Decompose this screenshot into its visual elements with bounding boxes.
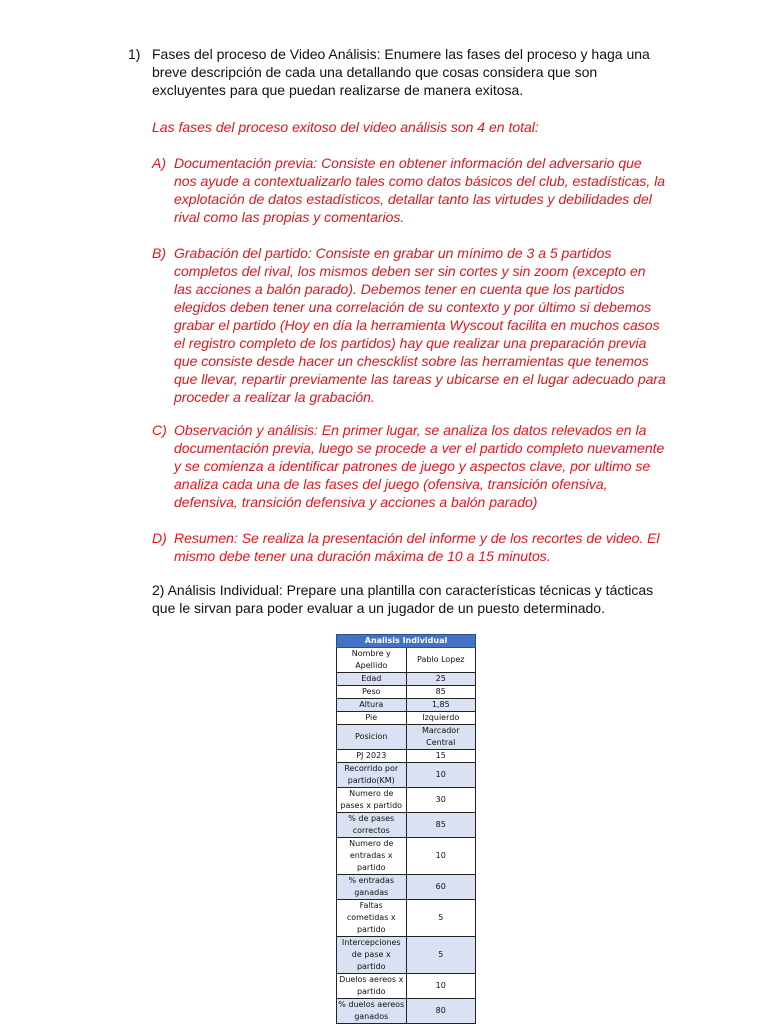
table-row	[337, 838, 476, 875]
table-row	[337, 937, 476, 974]
row-label: PJ 2023	[337, 750, 407, 763]
row-label: % de pases correctos	[337, 813, 407, 838]
row-label: Numero de entradas x partido	[337, 838, 407, 875]
row-label: Peso	[337, 686, 407, 699]
table-row	[337, 750, 476, 763]
phase-letter: A)	[152, 155, 166, 171]
table-row	[337, 763, 476, 788]
question-1	[128, 45, 658, 99]
row-label: Duelos aereos x partido	[337, 974, 407, 999]
table-row	[337, 699, 476, 712]
row-value: Izquierdo	[406, 712, 476, 725]
table-row	[337, 999, 476, 1024]
row-label: % duelos aereos ganados	[337, 999, 407, 1024]
individual-analysis-table	[336, 634, 476, 1024]
row-value: 5	[406, 937, 476, 974]
phase-text: Resumen: Se realiza la presentación del informe y de los recortes de video. El mismo debe tener una duración máxima de 10 a 15 minutos.	[174, 530, 660, 564]
table-row	[337, 648, 476, 673]
row-label: Altura	[337, 699, 407, 712]
phase-d	[152, 529, 667, 565]
row-value: 5	[406, 900, 476, 937]
row-label: Recorrido por partido(KM)	[337, 763, 407, 788]
question-1-number: 1)	[128, 46, 141, 62]
row-label: Numero de pases x partido	[337, 788, 407, 813]
row-value: 60	[406, 875, 476, 900]
row-value: 15	[406, 750, 476, 763]
table-row	[337, 788, 476, 813]
row-value: Marcador Central	[406, 725, 476, 750]
table-row	[337, 725, 476, 750]
question-1-text: Fases del proceso de Video Análisis: Enumere las fases del proceso y haga una breve descripción de cada una detallando que cosas considera que son excluyentes para que puedan realizarse de manera exitosa.	[152, 46, 650, 98]
row-value: 10	[406, 763, 476, 788]
row-value: 25	[406, 673, 476, 686]
phase-letter: B)	[152, 245, 166, 261]
row-label: Pie	[337, 712, 407, 725]
row-value: Pablo Lopez	[406, 648, 476, 673]
row-label: Nombre y Apellido	[337, 648, 407, 673]
phase-a	[152, 154, 667, 226]
phase-letter: D)	[152, 530, 167, 546]
row-label: Intercepciones de pase x partido	[337, 937, 407, 974]
table-row	[337, 974, 476, 999]
row-value: 10	[406, 974, 476, 999]
phase-letter: C)	[152, 422, 167, 438]
table-row	[337, 900, 476, 937]
phase-text: Grabación del partido: Consiste en grabar un mínimo de 3 a 5 partidos completos del rival, los mismos deben ser sin cortes y sin zoom (excepto en las acciones a balón parado). Debemos tener en cuenta que los partidos elegidos deben tener una correlación de su contexto y por último si debemos grabar el partido (Hoy en día la herramienta Wyscout facilita en muchos casos el registro completo de los partidos) hay que realizar una preparación previa que consiste desde hacer un chescklist sobre las herramientas que tenemos que llevar, repartir previamente las tareas y ubicarse en el lugar adecuado para proceder a realizar la grabación.	[174, 245, 666, 405]
table-row	[337, 813, 476, 838]
table-row	[337, 673, 476, 686]
table-title: Analisis Individual	[337, 635, 476, 648]
row-label: Edad	[337, 673, 407, 686]
table-row	[337, 712, 476, 725]
row-value: 30	[406, 788, 476, 813]
phase-b	[152, 244, 667, 406]
row-label: Faltas cometidas x partido	[337, 900, 407, 937]
row-value: 80	[406, 999, 476, 1024]
phase-text: Documentación previa: Consiste en obtener información del adversario que nos ayude a contextualizarlo tales como datos básicos del club, estadísticas, la explotación de datos estadísticos, detallar tanto las virtudes y debilidades del rival como las propias y comentarios.	[174, 155, 666, 225]
row-value: 85	[406, 813, 476, 838]
row-value: 10	[406, 838, 476, 875]
phase-text: Observación y análisis: En primer lugar, se analiza los datos relevados en la documentación previa, luego se procede a ver el partido completo nuevamente y se comienza a identificar patrones de juego y aspectos clave, por ultimo se analiza cada una de las fases del juego (ofensiva, transición ofensiva, defensiva, transición defensiva y acciones a balón parado)	[174, 422, 665, 510]
phase-c	[152, 421, 667, 511]
row-value: 85	[406, 686, 476, 699]
row-label: Posicion	[337, 725, 407, 750]
table-row	[337, 686, 476, 699]
answer-intro: Las fases del proceso exitoso del video análisis son 4 en total:	[152, 119, 539, 135]
row-value: 1,85	[406, 699, 476, 712]
row-label: % entradas ganadas	[337, 875, 407, 900]
table-row	[337, 875, 476, 900]
question-2: 2) Análisis Individual: Prepare una plantilla con características técnicas y tácticas que le sirvan para poder evaluar a un jugador de un puesto determinado.	[152, 582, 654, 616]
